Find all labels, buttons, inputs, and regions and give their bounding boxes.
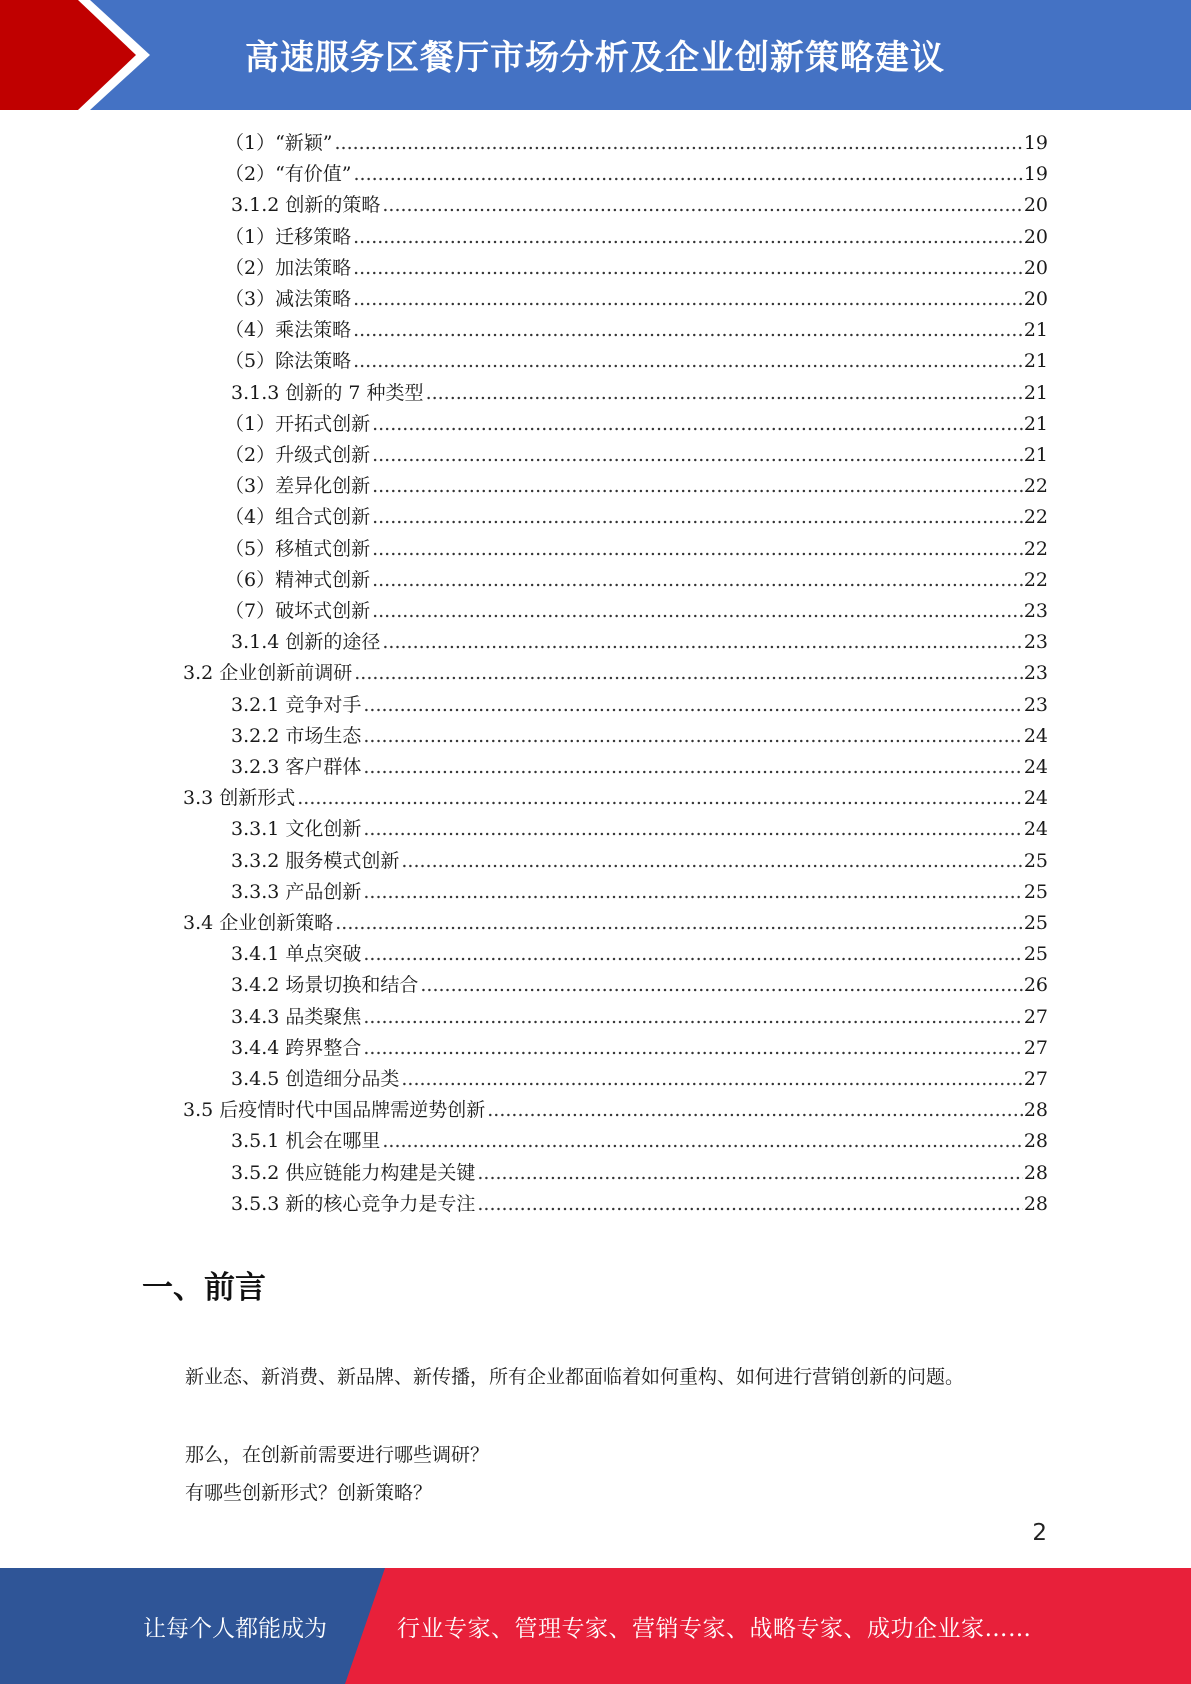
toc-entry[interactable]	[225, 128, 1048, 159]
toc-leader-dots	[353, 253, 1023, 284]
toc-entry-label: 3.4 企业创新策略	[183, 912, 334, 934]
toc-entry[interactable]	[225, 253, 1048, 284]
toc-leader-dots	[363, 814, 1022, 845]
toc-entry[interactable]	[231, 721, 1048, 752]
toc-entry-label: 3.2.2 市场生态	[231, 724, 362, 747]
toc-entry-page: 24	[1023, 787, 1048, 810]
toc-entry[interactable]	[225, 159, 1048, 190]
toc-entry-page: 21	[1023, 444, 1048, 466]
toc-entry-label: 3.2 企业创新前调研	[183, 662, 353, 685]
toc-entry[interactable]	[231, 1158, 1048, 1189]
footer-slogan: 让每个人都能成为	[143, 1616, 327, 1642]
toc-entry-page: 20	[1023, 256, 1048, 279]
toc-leader-dots	[353, 284, 1023, 315]
toc-leader-dots	[477, 1189, 1022, 1220]
toc-entry[interactable]	[225, 409, 1048, 440]
toc-entry-label: 3.4.3 品类聚焦	[231, 1005, 362, 1028]
toc-leader-dots	[363, 721, 1022, 752]
toc-entry[interactable]	[225, 534, 1048, 565]
toc-leader-dots	[382, 627, 1022, 658]
toc-entry-label: 3.3.3 产品创新	[231, 880, 362, 903]
toc-entry[interactable]	[183, 1095, 1048, 1126]
toc-leader-dots	[363, 877, 1022, 908]
toc-entry[interactable]	[225, 222, 1048, 253]
toc-entry-page: 27	[1023, 1036, 1048, 1059]
toc-leader-dots	[372, 596, 1023, 627]
toc-entry-label: 3.5.3 新的核心竞争力是专注	[231, 1192, 476, 1215]
toc-entry[interactable]	[231, 627, 1048, 658]
toc-entry-page: 22	[1023, 537, 1048, 560]
toc-entry[interactable]	[183, 658, 1048, 689]
toc-entry-label: 3.2.1 竞争对手	[231, 693, 362, 716]
toc-leader-dots	[372, 409, 1023, 440]
toc-leader-dots	[363, 1033, 1022, 1064]
toc-entry[interactable]	[225, 565, 1048, 596]
toc-leader-dots	[477, 1158, 1022, 1189]
toc-entry-page: 19	[1023, 163, 1048, 186]
toc-entry[interactable]	[225, 284, 1048, 315]
toc-entry[interactable]	[231, 877, 1048, 908]
toc-entry-page: 25	[1023, 943, 1048, 966]
toc-entry-page: 24	[1023, 756, 1048, 778]
toc-leader-dots	[372, 534, 1023, 565]
page-header	[0, 0, 1191, 110]
toc-entry-label: 3.3.1 文化创新	[231, 818, 362, 841]
footer-roles: 行业专家、管理专家、营销专家、战略专家、成功企业家……	[397, 1616, 1032, 1642]
toc-entry-label: 3.1.2 创新的策略	[231, 194, 381, 217]
chevron-arrow-icon	[0, 0, 150, 110]
toc-entry[interactable]	[225, 502, 1048, 533]
toc-leader-dots	[372, 502, 1023, 533]
toc-entry[interactable]	[231, 846, 1048, 877]
toc-entry-label: （2）升级式创新	[225, 444, 371, 466]
toc-entry-label: 3.4.1 单点突破	[231, 943, 362, 966]
toc-entry-page: 21	[1023, 412, 1048, 435]
toc-entry[interactable]	[231, 1126, 1048, 1157]
toc-leader-dots	[363, 752, 1022, 783]
toc-entry-label: （4）组合式创新	[225, 506, 371, 529]
toc-entry-page: 25	[1023, 912, 1048, 934]
toc-entry[interactable]	[231, 190, 1048, 221]
toc-entry-label: （3）减法策略	[225, 288, 352, 310]
toc-entry-page: 19	[1023, 132, 1048, 154]
toc-leader-dots	[426, 378, 1023, 409]
toc-entry-label: 3.5.1 机会在哪里	[231, 1130, 381, 1153]
toc-entry-page: 23	[1023, 631, 1048, 654]
toc-leader-dots	[382, 1126, 1022, 1157]
toc-leader-dots	[487, 1095, 1023, 1126]
toc-entry-label: （2）加法策略	[225, 256, 352, 279]
toc-entry[interactable]	[231, 1002, 1048, 1033]
toc-entry-label: 3.3.2 服务模式创新	[231, 849, 400, 872]
toc-entry-page: 23	[1023, 662, 1048, 685]
toc-leader-dots	[354, 159, 1023, 190]
toc-entry-label: （1）迁移策略	[225, 225, 352, 248]
toc-entry-page: 28	[1023, 1130, 1048, 1153]
toc-entry-page: 20	[1023, 225, 1048, 248]
toc-leader-dots	[372, 440, 1023, 471]
toc-entry-label: 3.4.2 场景切换和结合	[231, 974, 419, 997]
toc-leader-dots	[382, 190, 1022, 221]
toc-entry-page: 20	[1023, 288, 1048, 310]
toc-entry-page: 20	[1023, 194, 1048, 217]
toc-entry-page: 28	[1023, 1161, 1048, 1184]
section-heading: 一、前言	[142, 1270, 266, 1306]
toc-leader-dots	[372, 471, 1023, 502]
toc-entry-page: 27	[1023, 1005, 1048, 1028]
toc-entry-label: 3.1.4 创新的途径	[231, 631, 381, 654]
toc-entry-label: 3.4.4 跨界整合	[231, 1036, 362, 1059]
page-footer	[0, 1568, 1191, 1684]
toc-entry-page: 24	[1023, 724, 1048, 747]
paragraph: 那么，在创新前需要进行哪些调研？	[185, 1444, 490, 1466]
toc-entry-page: 21	[1023, 350, 1048, 373]
toc-leader-dots	[353, 315, 1023, 346]
toc-entry-label: （2）“有价值”	[225, 163, 352, 186]
toc-entry[interactable]	[225, 596, 1048, 627]
toc-entry-page: 23	[1023, 693, 1048, 716]
toc-leader-dots	[363, 690, 1022, 721]
toc-entry[interactable]	[231, 752, 1048, 783]
toc-entry-label: （1）开拓式创新	[225, 412, 371, 435]
toc-leader-dots	[297, 783, 1023, 814]
toc-entry[interactable]	[231, 970, 1048, 1001]
toc-leader-dots	[372, 565, 1023, 596]
toc-entry[interactable]	[231, 1064, 1048, 1095]
toc-entry-label: 3.2.3 客户群体	[231, 756, 362, 778]
toc-entry[interactable]	[231, 378, 1048, 409]
page-number: 2	[1032, 1520, 1047, 1546]
toc-entry-page: 21	[1023, 381, 1048, 404]
toc-entry-label: （1）“新颖”	[225, 132, 333, 154]
toc-entry-label: （4）乘法策略	[225, 319, 352, 342]
toc-entry-label: （5）移植式创新	[225, 537, 371, 560]
toc-entry[interactable]	[231, 1189, 1048, 1220]
toc-entry-page: 23	[1023, 600, 1048, 622]
toc-entry-page: 24	[1023, 818, 1048, 841]
toc-entry-page: 21	[1023, 319, 1048, 342]
toc-entry[interactable]	[225, 471, 1048, 502]
paragraph: 新业态、新消费、新品牌、新传播，所有企业都面临着如何重构、如何进行营销创新的问题。	[185, 1366, 965, 1388]
toc-entry[interactable]	[183, 908, 1048, 939]
toc-entry-page: 22	[1023, 506, 1048, 529]
toc-entry[interactable]	[225, 346, 1048, 377]
toc-entry-page: 22	[1023, 475, 1048, 498]
toc-entry-page: 28	[1023, 1099, 1048, 1122]
toc-entry[interactable]	[225, 315, 1048, 346]
toc-leader-dots	[353, 346, 1023, 377]
toc-entry-page: 26	[1023, 974, 1048, 997]
document-title: 高速服务区餐厅市场分析及企业创新策略建议	[245, 38, 945, 78]
toc-leader-dots	[363, 939, 1022, 970]
toc-entry[interactable]	[225, 440, 1048, 471]
toc-entry-label: （3）差异化创新	[225, 475, 371, 498]
paragraph: 有哪些创新形式？创新策略？	[185, 1482, 433, 1504]
toc-entry-label: 3.1.3 创新的 7 种类型	[231, 381, 424, 404]
toc-entry-page: 27	[1023, 1068, 1048, 1090]
toc-entry-page: 25	[1023, 849, 1048, 872]
toc-entry-label: （6）精神式创新	[225, 568, 371, 591]
toc-leader-dots	[363, 1002, 1022, 1033]
toc-leader-dots	[420, 970, 1022, 1001]
toc-entry[interactable]	[231, 939, 1048, 970]
toc-leader-dots	[354, 658, 1023, 689]
toc-leader-dots	[401, 846, 1022, 877]
toc-entry[interactable]	[183, 783, 1048, 814]
toc-leader-dots	[335, 908, 1023, 939]
toc-entry-label: 3.3 创新形式	[183, 787, 296, 810]
toc-entry[interactable]	[231, 814, 1048, 845]
toc-entry-label: 3.4.5 创造细分品类	[231, 1068, 400, 1090]
toc-entry-label: 3.5.2 供应链能力构建是关键	[231, 1161, 476, 1184]
toc-leader-dots	[353, 222, 1023, 253]
toc-leader-dots	[335, 128, 1023, 159]
toc-entry-page: 25	[1023, 880, 1048, 903]
toc-entry-page: 28	[1023, 1192, 1048, 1215]
toc-entry-label: 3.5 后疫情时代中国品牌需逆势创新	[183, 1099, 486, 1122]
toc-entry-page: 22	[1023, 568, 1048, 591]
toc-entry-label: （7）破坏式创新	[225, 600, 371, 622]
toc-entry[interactable]	[231, 690, 1048, 721]
toc-leader-dots	[401, 1064, 1022, 1095]
toc-entry-label: （5）除法策略	[225, 350, 352, 373]
toc-entry[interactable]	[231, 1033, 1048, 1064]
